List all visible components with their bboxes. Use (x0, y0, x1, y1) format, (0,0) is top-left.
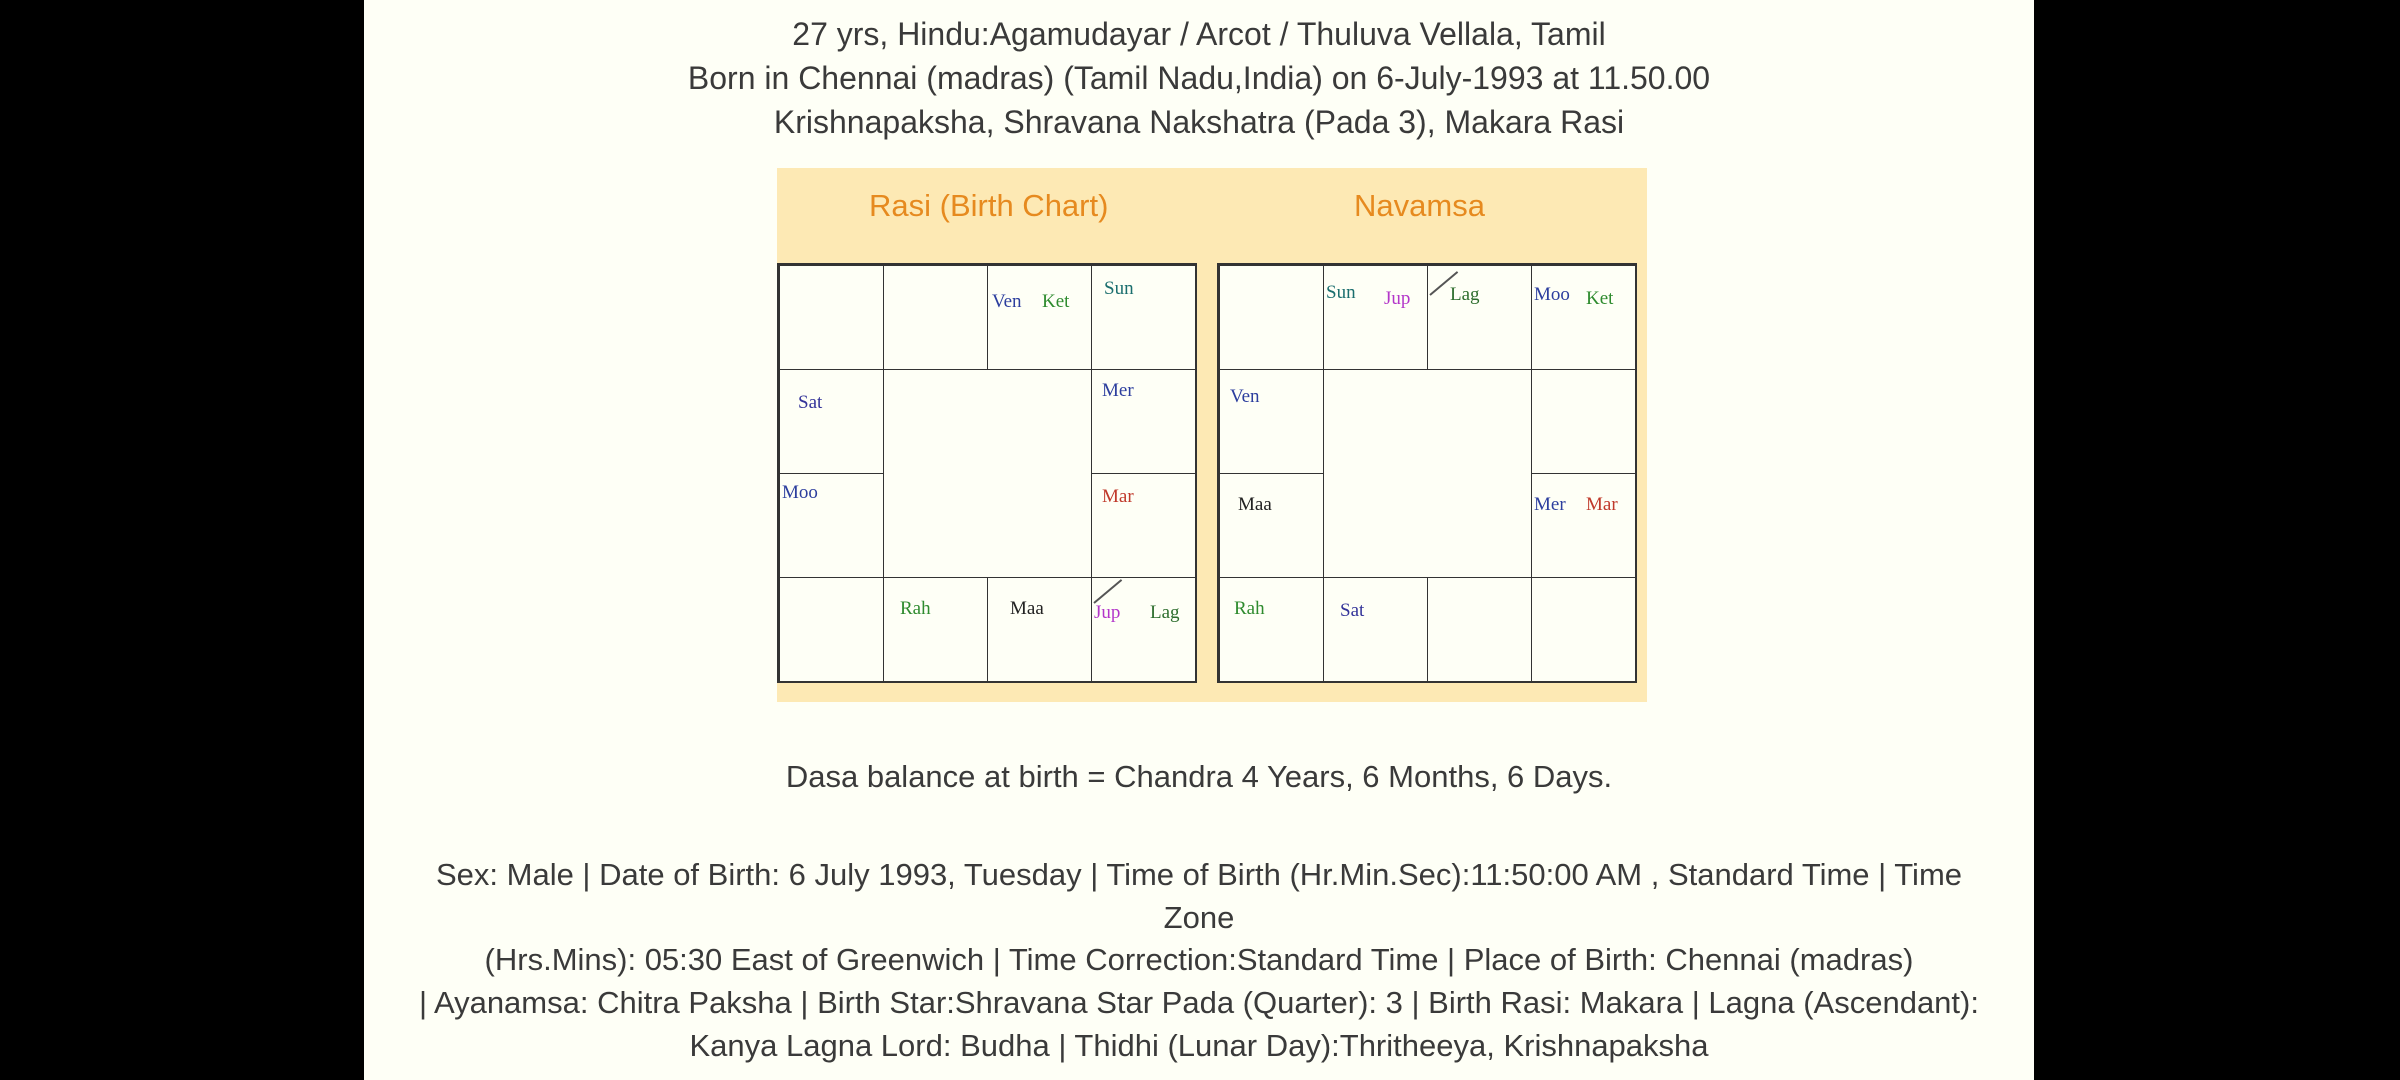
charts-panel (777, 168, 1647, 702)
planet-mercury: Mer (1102, 380, 1134, 401)
planet-mars: Mar (1102, 486, 1134, 507)
planet-mercury: Mer (1534, 494, 1566, 515)
planet-ketu: Ket (1586, 288, 1614, 309)
navamsa-chart-grid (1217, 263, 1637, 683)
rasi-cell-leo (1091, 473, 1197, 578)
rasi-chart-grid (777, 263, 1197, 683)
navamsa-chart-title: Navamsa (1354, 188, 1485, 223)
planet-maandi: Maa (1238, 494, 1272, 515)
rasi-cell-cancer (1091, 369, 1197, 474)
navamsa-cell-cancer (1531, 369, 1637, 474)
navamsa-cell-virgo (1531, 577, 1637, 683)
rasi-cell-libra (987, 577, 1092, 683)
rasi-cell-aries (883, 265, 988, 370)
navamsa-cell-gemini (1531, 265, 1637, 370)
rasi-cell-capricorn (779, 473, 884, 578)
navamsa-cell-aries (1323, 265, 1428, 370)
dasa-balance: Dasa balance at birth = Chandra 4 Years, 6 Months, 6 Days. (785, 759, 1613, 794)
navamsa-cell-pisces (1219, 265, 1324, 370)
rasi-cell-sagittarius (779, 577, 884, 683)
rasi-cell-taurus (987, 265, 1092, 370)
navamsa-cell-aquarius (1219, 369, 1324, 474)
rasi-cell-aquarius (779, 369, 884, 474)
planet-maandi: Maa (1010, 598, 1044, 619)
planet-rahu: Rah (1234, 598, 1265, 619)
planet-venus: Ven (1230, 386, 1260, 407)
planet-sun: Sun (1326, 282, 1356, 303)
details-line-5: Kanya Lagna Lord: Budha | Thidhi (Lunar Day):Thritheeya, Krishnapaksha (689, 1028, 1709, 1063)
navamsa-cell-sagittarius (1219, 577, 1324, 683)
planet-lagna: Lag (1450, 284, 1480, 305)
details-line-4: | Ayanamsa: Chitra Paksha | Birth Star:Shravana Star Pada (Quarter): 3 | Birth Rasi: Makara | Lagna (Ascendant): (419, 985, 1979, 1020)
planet-moon: Moo (1534, 284, 1570, 305)
planet-moon: Moo (782, 482, 818, 503)
planet-ketu: Ket (1042, 291, 1070, 312)
navamsa-cell-leo (1531, 473, 1637, 578)
navamsa-cell-libra (1427, 577, 1532, 683)
details-line-2: Zone (1163, 900, 1235, 935)
details-line-3: (Hrs.Mins): 05:30 East of Greenwich | Time Correction:Standard Time | Place of Birth: Chennai (madras) (484, 942, 1914, 977)
rasi-chart-title: Rasi (Birth Chart) (869, 188, 1109, 223)
rasi-cell-virgo (1091, 577, 1197, 683)
planet-lagna: Lag (1150, 602, 1180, 623)
profile-line-age-caste: 27 yrs, Hindu:Agamudayar / Arcot / Thuluva Vellala, Tamil (792, 16, 1606, 52)
planet-mars: Mar (1586, 494, 1618, 515)
planet-saturn: Sat (798, 392, 823, 413)
profile-line-birth: Born in Chennai (madras) (Tamil Nadu,India) on 6-July-1993 at 11.50.00 (687, 60, 1711, 96)
planet-rahu: Rah (900, 598, 931, 619)
profile-line-nakshatra: Krishnapaksha, Shravana Nakshatra (Pada 3), Makara Rasi (773, 104, 1625, 140)
rasi-cell-gemini (1091, 265, 1197, 370)
navamsa-cell-taurus (1427, 265, 1532, 370)
horoscope-page (364, 0, 2034, 1080)
planet-jupiter: Jup (1384, 288, 1411, 309)
navamsa-cell-scorpio (1323, 577, 1428, 683)
planet-sun: Sun (1104, 278, 1134, 299)
rasi-cell-scorpio (883, 577, 988, 683)
lagna-marker (1093, 579, 1122, 604)
navamsa-cell-capricorn (1219, 473, 1324, 578)
rasi-cell-pisces (779, 265, 884, 370)
planet-venus: Ven (992, 291, 1022, 312)
planet-saturn: Sat (1340, 600, 1365, 621)
details-line-1: Sex: Male | Date of Birth: 6 July 1993, Tuesday | Time of Birth (Hr.Min.Sec):11:50:00 AM , Standard Time | Time (435, 857, 1963, 892)
planet-jupiter: Jup (1094, 602, 1121, 623)
